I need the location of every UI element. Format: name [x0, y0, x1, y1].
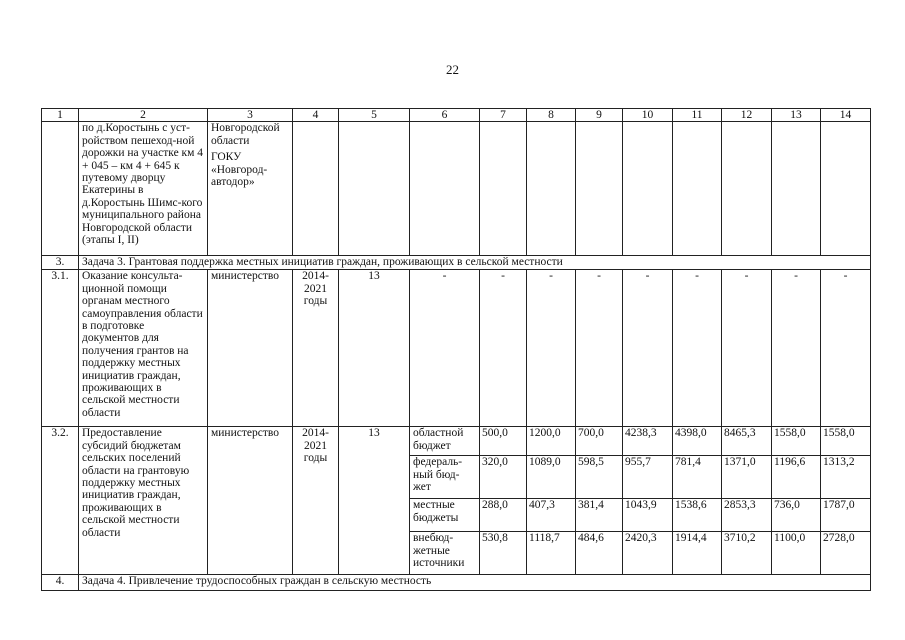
column-number: 8 [527, 109, 576, 122]
value-cell: 1313,2 [821, 456, 871, 499]
column-number: 9 [576, 109, 623, 122]
value-cell: - [527, 270, 576, 427]
value-cell: 955,7 [623, 456, 673, 499]
program-table [41, 108, 871, 591]
measure-name: Предоставление субсидий бюджетам сельских поселений области на грантовую поддержку местных инициатив граждан, проживающих в сельской местности области [79, 427, 208, 575]
table-row [42, 427, 871, 456]
value-cell: 781,4 [673, 456, 722, 499]
value-cell: 736,0 [772, 499, 821, 532]
column-number: 12 [722, 109, 772, 122]
value-cell: 1089,0 [527, 456, 576, 499]
column-number: 2 [79, 109, 208, 122]
value-cell: 320,0 [480, 456, 527, 499]
task-number: 3. [42, 256, 79, 270]
column-number: 13 [772, 109, 821, 122]
row-number: 3.1. [42, 270, 79, 427]
column-number: 14 [821, 109, 871, 122]
value-cell: 598,5 [576, 456, 623, 499]
value-cell: 3710,2 [722, 532, 772, 575]
value-cell: 1196,6 [772, 456, 821, 499]
column-number: 7 [480, 109, 527, 122]
funding-source: внебюд-жетные источники [410, 532, 480, 575]
column-number: 5 [339, 109, 410, 122]
funding-source: местные бюджеты [410, 499, 480, 532]
target-indicator: 13 [339, 427, 410, 575]
value-cell: 1100,0 [772, 532, 821, 575]
value-cell: 1118,7 [527, 532, 576, 575]
funding-source: федераль-ный бюд-жет [410, 456, 480, 499]
value-cell: 530,8 [480, 532, 527, 575]
value-cell: 381,4 [576, 499, 623, 532]
value-cell: 1371,0 [722, 456, 772, 499]
value-cell: - [673, 270, 722, 427]
value-cell: - [821, 270, 871, 427]
funding-source: - [410, 270, 480, 427]
value-cell: 2728,0 [821, 532, 871, 575]
value-cell: 700,0 [576, 427, 623, 456]
value-cell: 407,3 [527, 499, 576, 532]
column-number-row [42, 109, 871, 122]
value-cell: - [480, 270, 527, 427]
task-number: 4. [42, 575, 79, 591]
value-cell: 4398,0 [673, 427, 722, 456]
value-cell: 1043,9 [623, 499, 673, 532]
value-cell: - [623, 270, 673, 427]
measure-name: по д.Коростынь с уст-ройством пешеход-ной дорожки на участке км 4 + 045 – км 4 + 645 к путевому дворцу Екатерины в д.Коростынь Шимс-кого муниципального района Новгородской области (этапы I, II) [79, 122, 208, 256]
value-cell: 1787,0 [821, 499, 871, 532]
executor-cell [208, 122, 293, 256]
executor-agency: ГОКУ «Новгород-автодор» [211, 151, 268, 189]
table-row [42, 270, 871, 427]
column-number: 6 [410, 109, 480, 122]
executor: министерство [208, 270, 293, 427]
column-number: 10 [623, 109, 673, 122]
executor-region: Новгородской области [211, 122, 280, 147]
task-row [42, 256, 871, 270]
column-number: 3 [208, 109, 293, 122]
value-cell: 1914,4 [673, 532, 722, 575]
value-cell: 1558,0 [772, 427, 821, 456]
value-cell: 4238,3 [623, 427, 673, 456]
page-number: 22 [446, 62, 459, 77]
value-cell: 2853,3 [722, 499, 772, 532]
column-number: 4 [293, 109, 339, 122]
measure-name: Оказание консульта-ционной помощи органам местного самоуправления области в подготовке документов для получения грантов на поддержку местных инициатив граждан, проживающих в сельской местности области [79, 270, 208, 427]
executor: министерство [208, 427, 293, 575]
value-cell: - [576, 270, 623, 427]
value-cell: 1538,6 [673, 499, 722, 532]
value-cell: 8465,3 [722, 427, 772, 456]
period: 2014-2021 годы [293, 270, 339, 427]
value-cell: 288,0 [480, 499, 527, 532]
funding-source: областной бюджет [410, 427, 480, 456]
column-number: 1 [42, 109, 79, 122]
value-cell: 1558,0 [821, 427, 871, 456]
value-cell: - [722, 270, 772, 427]
value-cell: - [772, 270, 821, 427]
value-cell: 1200,0 [527, 427, 576, 456]
column-number: 11 [673, 109, 722, 122]
period: 2014-2021 годы [293, 427, 339, 575]
table-row [42, 122, 871, 256]
row-number: 3.2. [42, 427, 79, 575]
value-cell: 484,6 [576, 532, 623, 575]
value-cell: 500,0 [480, 427, 527, 456]
value-cell: 2420,3 [623, 532, 673, 575]
task-title: Задача 3. Грантовая поддержка местных инициатив граждан, проживающих в сельской местности [79, 256, 871, 270]
target-indicator: 13 [339, 270, 410, 427]
task-row [42, 575, 871, 591]
task-title: Задача 4. Привлечение трудоспособных граждан в сельскую местность [79, 575, 871, 591]
